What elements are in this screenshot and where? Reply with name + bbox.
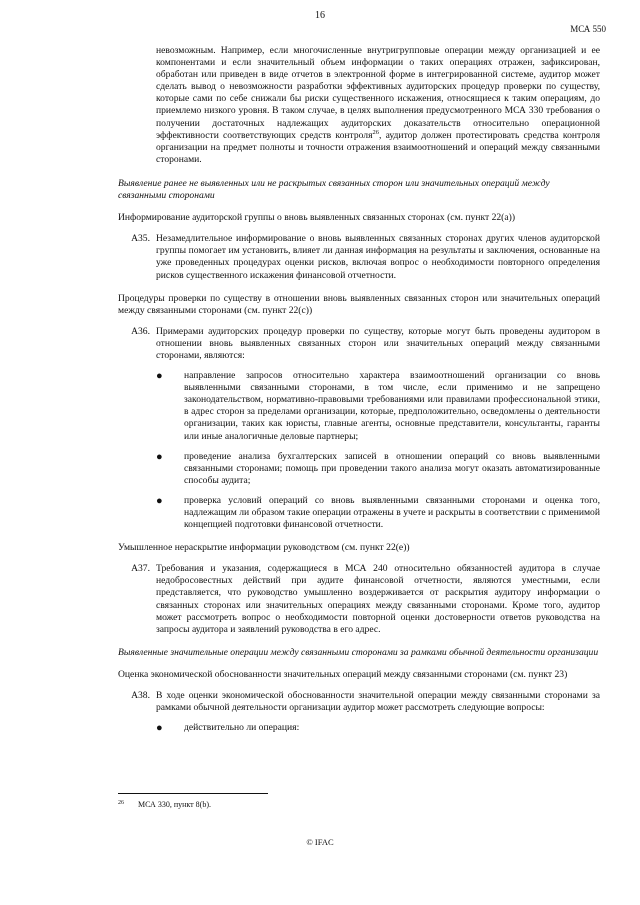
- list-item-text: направление запросов относительно характера взаимоотношений организации со вновь выявленными связанными сторонами, в том числе, если применимо и не запрещено законодательством, нормативно-правовыми требованиями или правилами профессиональной этики, в адрес сторон за пределами организации, которые, предположительно, осведомлены о деятельности организации, таких как юристы, главные агенты, основные представители, консультанты, гаранты или иные аналогичные деловые партнеры;: [184, 370, 600, 442]
- paragraph-text: Требования и указания, содержащиеся в МСА 240 относительно обязанностей аудитора в случае недобросовестных действий при аудите финансовой отчетности, являются уместными, если представляется, что руководство умышленно воздерживается от раскрытия аудитору информации о связанных сторонах или значительных операциях между связанными сторонами. Кроме того, аудитор может рассмотреть вопрос о необходимости повторной оценки достоверности ответов руководства на запросы аудитора и заявлений руководства в его адрес.: [156, 563, 600, 635]
- paragraph-a38: [118, 690, 600, 714]
- subheading-4: Оценка экономической обоснованности значительных операций между связанными сторонами (см. пункт 23): [118, 668, 568, 680]
- paragraph-text: Незамедлительное информирование о вновь выявленных связанных сторонах других членов аудиторской группы помогает им установить, влияет ли данная информация на результаты и заключения, основанные на уже проведенных процедурах оценки рисков, включая вопрос о необходимости повторного определения рисков существенного искажения финансовой отчетности.: [156, 233, 600, 281]
- paragraph-text: В ходе оценки экономической обоснованности значительной операции между связанными сторонами за рамками обычной деятельности организации аудитор может рассмотреть следующие вопросы:: [156, 690, 600, 714]
- footnote-text: МСА 330, пункт 8(b).: [138, 800, 211, 809]
- paragraph-a36: [118, 326, 600, 362]
- list-item-text: проверка условий операций со вновь выявленными связанными сторонами и оценка того, надлежащим ли образом такие операции отражены в учете и раскрыты в соответствии с применимой концепцией подготовки финансовой отчетности.: [184, 494, 600, 531]
- subheading-3: Умышленное нераскрытие информации руководством (см. пункт 22(e)): [118, 542, 410, 554]
- intro-text-end: , аудитор должен протестировать средства контроля организации на предмет полноты и точности отражения взаимоотношений и операций между связанными сторонами.: [156, 129, 600, 165]
- list-item: [156, 451, 600, 487]
- bullet-icon: ●: [156, 370, 163, 383]
- paragraph-number: A37.: [131, 563, 150, 575]
- bullet-icon: ●: [156, 494, 163, 507]
- footnote: [118, 800, 211, 809]
- list-item-text: проведение анализа бухгалтерских записей в отношении операций со вновь выявленными связанными сторонами; помощь при проведении такого анализа могут оказать автоматизированные способы аудита;: [184, 450, 600, 486]
- paragraph-a35: [118, 233, 600, 281]
- list-item: [156, 370, 600, 443]
- paragraph-text: Примерами аудиторских процедур проверки по существу, которые могут быть проведены аудитором в отношении вновь выявленных связанных сторон или значительных операций между связанными сторонами, являются:: [156, 325, 600, 361]
- footnote-number: 26: [118, 800, 124, 806]
- section-heading-2: Выявленные значительные операции между связанными сторонами за рамками обычной деятельности организации: [118, 646, 599, 658]
- list-item: [156, 722, 600, 734]
- document-body: [118, 45, 600, 742]
- page-number: 16: [315, 10, 325, 21]
- bullet-icon: ●: [156, 722, 163, 735]
- paragraph-a37: [118, 563, 600, 636]
- section-heading-1: Выявление ранее не выявленных или не раскрытых связанных сторон или значительных операций между связанными сторонами: [118, 177, 550, 202]
- document-id: МСА 550: [570, 24, 606, 34]
- footer-copyright: © IFAC: [306, 837, 334, 847]
- list-item-text: действительно ли операция:: [184, 722, 300, 734]
- paragraph-number: A38.: [131, 690, 150, 702]
- subheading-1: Информирование аудиторской группы о вновь выявленных связанных сторонах (см. пункт 22(a)): [118, 212, 516, 224]
- footnote-divider: [118, 793, 268, 794]
- footnote-ref[interactable]: 26: [372, 128, 379, 136]
- intro-text: невозможным. Например, если многочисленные внутригрупповые операции между организацией и ее компонентами и если значительный объем информации о таких операциях отражен, зафиксирован, обработан или приведен в виде отчетов в электронной форме в интегрированной системе, аудитор может сделать вывод о невозможности разработки эффективных аудиторских процедур проверки по существу, которые сами по себе снижали бы риски существенного искажения, относящиеся к таким операциям, до приемлемо низкого уровня. В таком случае, в целях выполнения предусмотренного МСА 330 требования о получении достаточных надлежащих аудиторских доказательств относительно операционной эффективности соответствующих средств контроля: [156, 45, 600, 141]
- paragraph-number: A35.: [131, 233, 150, 245]
- list-item: [156, 495, 600, 531]
- paragraph-number: A36.: [131, 325, 150, 337]
- bullet-icon: ●: [156, 450, 163, 463]
- subheading-2: Процедуры проверки по существу в отношении вновь выявленных связанных сторон или значительных операций между связанными сторонами (см. пункт 22(c)): [118, 292, 600, 316]
- intro-paragraph: [118, 45, 600, 166]
